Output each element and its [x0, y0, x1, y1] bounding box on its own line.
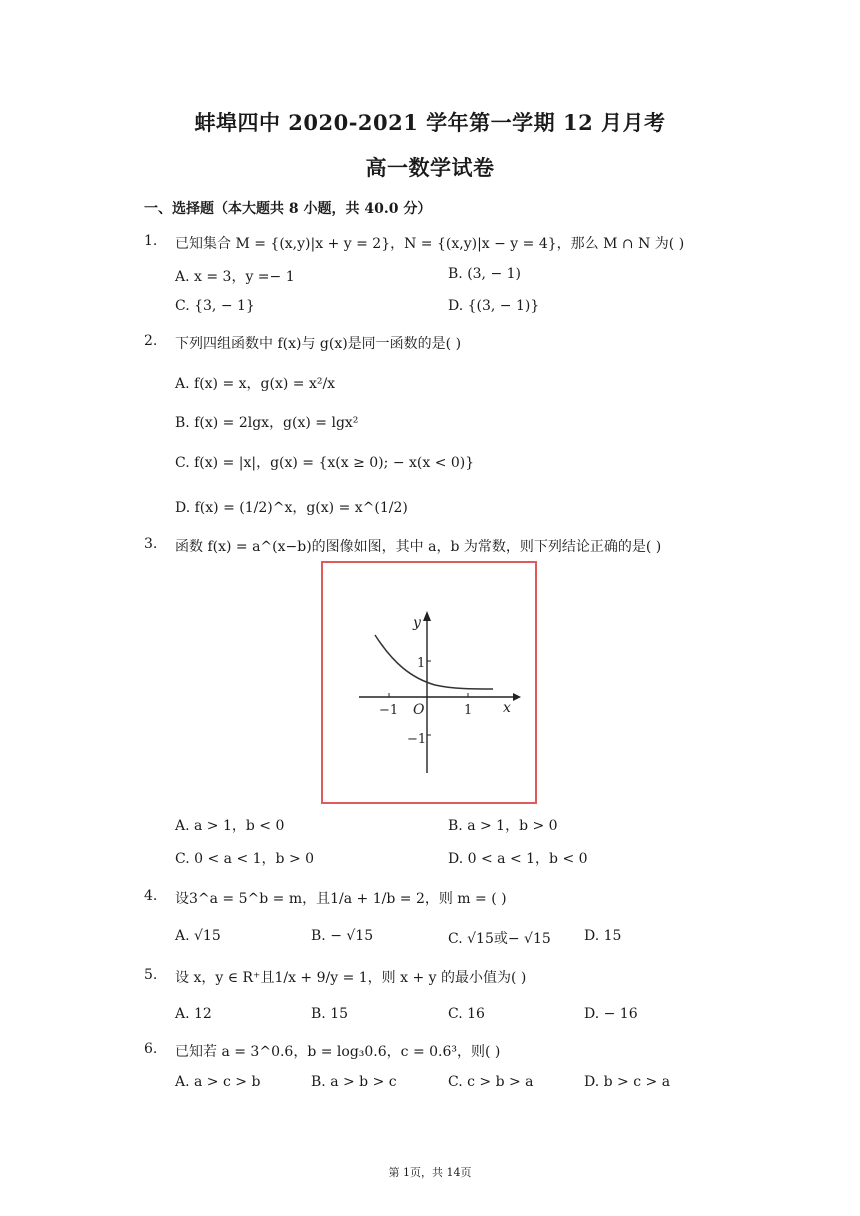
y-tick-label-pos: 1	[417, 656, 426, 671]
option-a: A. √15	[175, 928, 221, 944]
option-a: A. a > 1，b < 0	[175, 818, 285, 834]
question-number: 1.	[144, 233, 158, 249]
question-stem: 设3^a = 5^b = m，且1/a + 1/b = 2，则 m = ( )	[175, 891, 507, 907]
x-axis-label: x	[503, 700, 511, 716]
option-a: A. 12	[175, 1006, 212, 1022]
origin-label: O	[413, 702, 425, 718]
question-number: 2.	[144, 333, 158, 349]
option-c: C. c > b > a	[448, 1074, 534, 1090]
option-d: D. f(x) = (1/2)^x，g(x) = x^(1/2)	[175, 500, 408, 516]
question-stem: 已知若 a = 3^0.6，b = log₃0.6，c = 0.6³，则( )	[175, 1044, 501, 1060]
question-number: 5.	[144, 967, 158, 983]
option-b: B. a > 1，b > 0	[448, 818, 558, 834]
option-c: C. 0 < a < 1，b > 0	[175, 851, 315, 867]
question-stem: 函数 f(x) = a^(x−b)的图像如图，其中 a，b 为常数，则下列结论正确的是( )	[175, 539, 662, 555]
question-stem: 已知集合 M = {(x,y)|x + y = 2}，N = {(x,y)|x − y = 4}，那么 M ∩ N 为( )	[175, 236, 685, 252]
exam-title: 蚌埠四中 2020-2021 学年第一学期 12 月月考	[194, 110, 666, 135]
option-b: B. (3, − 1)	[448, 266, 522, 282]
exam-subtitle: 高一数学试卷	[365, 155, 495, 180]
option-b: B. − √15	[311, 928, 374, 944]
y-tick-label-neg: −1	[407, 732, 427, 747]
option-a: A. a > c > b	[175, 1074, 261, 1090]
page-footer: 第 1页，共 14页	[388, 1166, 472, 1179]
x-tick-label-pos: 1	[464, 703, 473, 718]
option-d: D. {(3, − 1)}	[448, 298, 540, 314]
option-a: A. f(x) = x，g(x) = x²/x	[175, 376, 336, 392]
section-header: 一、选择题（本大题共 8 小题，共 40.0 分）	[144, 201, 432, 217]
x-tick-label-neg: −1	[379, 703, 399, 718]
option-c: C. 16	[448, 1006, 485, 1022]
option-d: D. − 16	[584, 1006, 638, 1022]
exponential-curve	[375, 635, 493, 689]
option-d: D. b > c > a	[584, 1074, 671, 1090]
x-axis-arrow	[513, 693, 521, 701]
y-axis-label: y	[413, 615, 421, 631]
question-number: 4.	[144, 888, 158, 904]
question-number: 3.	[144, 536, 158, 552]
option-a: A. x = 3，y =− 1	[175, 269, 295, 285]
question-stem: 设 x，y ∈ R⁺且1/x + 9/y = 1，则 x + y 的最小值为( )	[175, 970, 527, 986]
option-d: D. 0 < a < 1，b < 0	[448, 851, 588, 867]
option-b: B. 15	[311, 1006, 349, 1022]
y-axis-arrow	[423, 611, 431, 621]
question-number: 6.	[144, 1041, 158, 1057]
question-stem: 下列四组函数中 f(x)与 g(x)是同一函数的是( )	[175, 336, 462, 352]
option-c: C. {3, − 1}	[175, 298, 255, 314]
option-b: B. a > b > c	[311, 1074, 397, 1090]
function-graph	[323, 563, 535, 802]
option-d: D. 15	[584, 928, 622, 944]
function-graph-figure	[321, 561, 537, 804]
option-b: B. f(x) = 2lgx，g(x) = lgx²	[175, 415, 359, 431]
option-c: C. √15或− √15	[448, 931, 551, 947]
option-c: C. f(x) = |x|，g(x) = {x(x ≥ 0); − x(x < 0)}	[175, 455, 475, 471]
